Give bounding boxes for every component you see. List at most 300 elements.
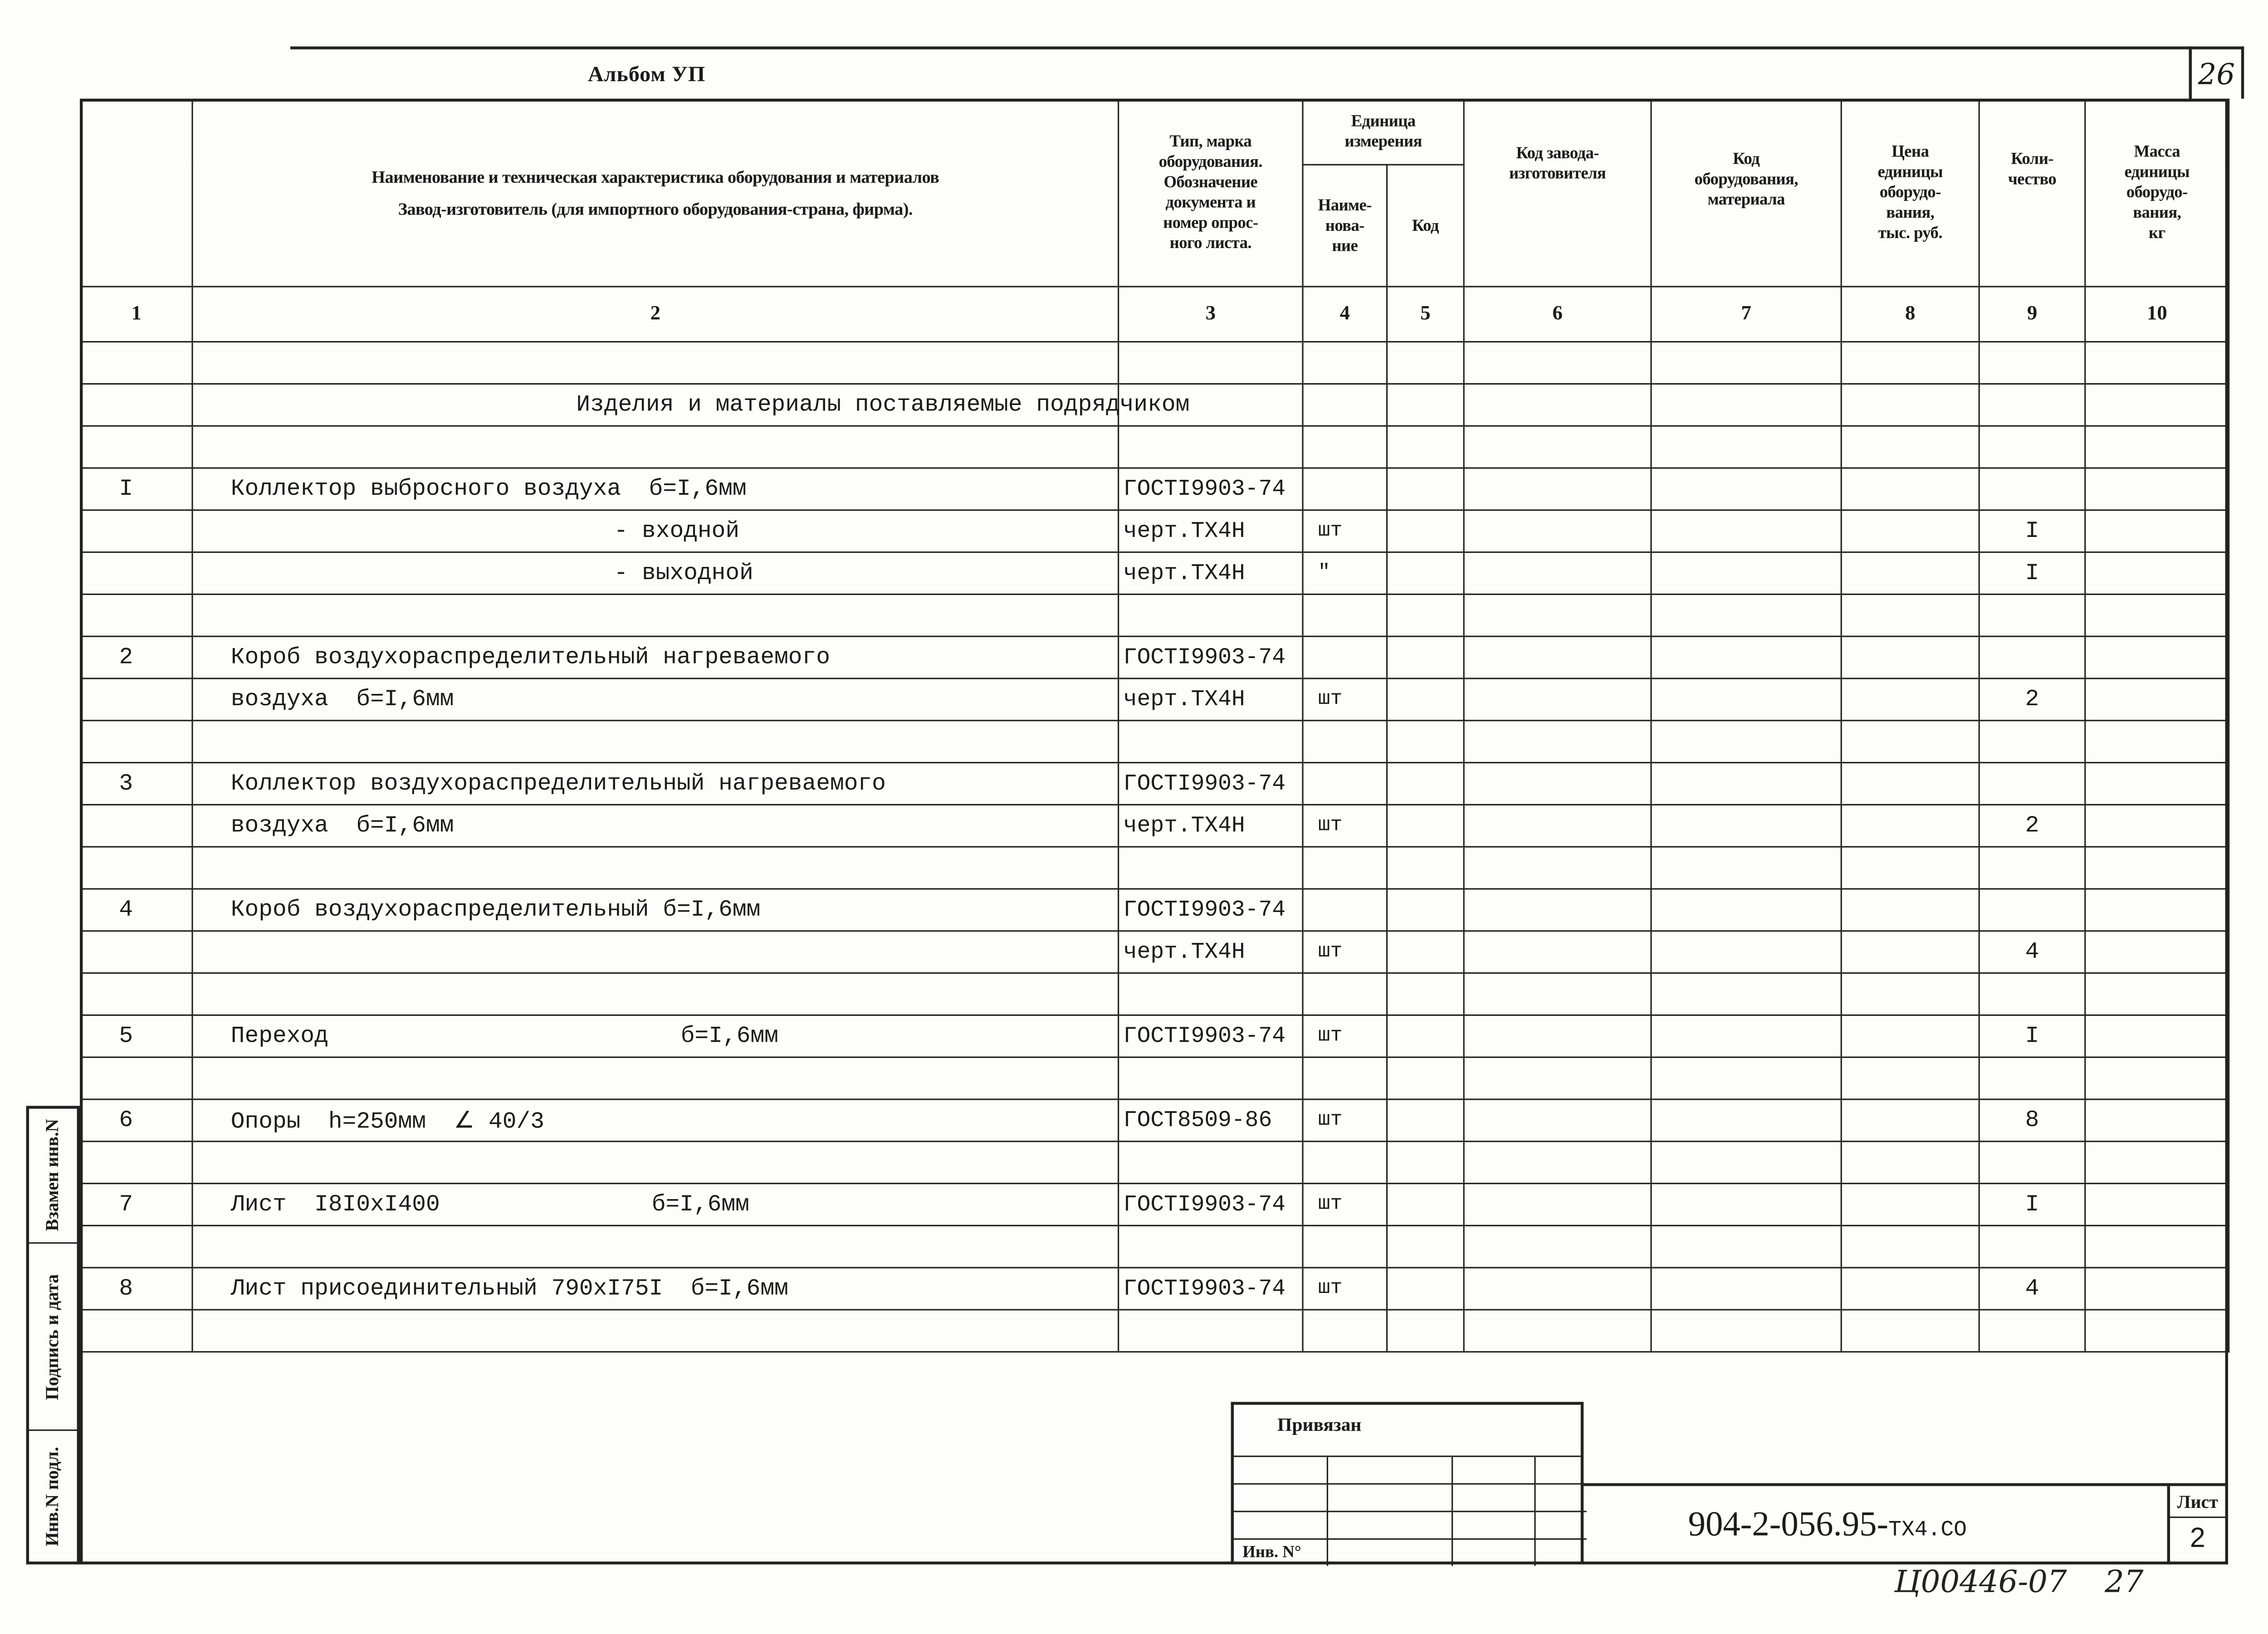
cell-price (1841, 384, 1979, 426)
cell-doc: черт.ТХ4Н (1119, 805, 1303, 847)
cell-mass (2085, 889, 2229, 931)
cell-price (1841, 805, 1979, 847)
cell-mass (2085, 1099, 2229, 1141)
cell-doc (1119, 342, 1303, 384)
cell-unit-code (1387, 1099, 1464, 1141)
stamp-cell (1327, 1457, 1452, 1484)
cell-qty: 4 (1979, 931, 2085, 973)
cell-unit-name: шт (1303, 931, 1387, 973)
header-type-mark (1119, 99, 1303, 287)
header-line: нова- (1325, 217, 1364, 234)
column-number: 2 (192, 287, 1119, 342)
header-line: Единица (1351, 113, 1416, 131)
cell-qty (1979, 1057, 2085, 1099)
side-label: Подпись и дата (42, 1273, 63, 1400)
cell-equipment-code (1651, 510, 1841, 552)
cell-mass (2085, 468, 2229, 510)
cell-num (81, 510, 192, 552)
cell-maker-code (1464, 1015, 1651, 1057)
cell-name (192, 552, 1119, 595)
cell-price (1841, 552, 1979, 595)
stamp-cell (1534, 1512, 1586, 1539)
document-code (1688, 1507, 1967, 1546)
cell-qty: 8 (1979, 1099, 2085, 1141)
cell-maker-code (1464, 763, 1651, 805)
cell-qty: 2 (1979, 805, 2085, 847)
cell-qty (1979, 426, 2085, 468)
cell-unit-code (1387, 1225, 1464, 1268)
cell-maker-code (1464, 678, 1651, 721)
cell-equipment-code (1651, 721, 1841, 763)
cell-price (1841, 1057, 1979, 1099)
cell-unit-code (1387, 763, 1464, 805)
cell-maker-code (1464, 847, 1651, 889)
header-line: Масса (2134, 143, 2180, 161)
cell-equipment-code (1651, 1184, 1841, 1226)
cell-unit-code (1387, 678, 1464, 721)
header-line: Наименование и техническая характеристика оборудования и материалов (371, 167, 939, 187)
header-line: ние (1332, 237, 1358, 255)
table-row (81, 1268, 2229, 1310)
item-name: - выходной (614, 560, 753, 586)
item-name: Лист I8I0xI400 (230, 1191, 440, 1218)
cell-name (192, 973, 1119, 1015)
cell-qty: I (1979, 510, 2085, 552)
cell-doc (1119, 426, 1303, 468)
table-row (81, 931, 2229, 973)
cell-maker-code (1464, 1225, 1651, 1268)
album-label: Альбом УП (588, 63, 706, 87)
cell-mass (2085, 721, 2229, 763)
cell-equipment-code (1651, 426, 1841, 468)
table-row (81, 384, 2229, 426)
header-line: Код (1733, 151, 1760, 169)
cell-doc (1119, 1225, 1303, 1268)
stamp-title: Привязан (1234, 1405, 1581, 1457)
top-rule (290, 46, 2192, 49)
cell-unit-name: шт (1303, 1184, 1387, 1226)
cell-price (1841, 468, 1979, 510)
cell-unit-name (1303, 1225, 1387, 1268)
cell-num (81, 931, 192, 973)
cell-num: 4 (81, 889, 192, 931)
cell-mass (2085, 1057, 2229, 1099)
cell-maker-code (1464, 552, 1651, 595)
cell-mass (2085, 1015, 2229, 1057)
cell-qty (1979, 1310, 2085, 1352)
document-code-main: 904-2-056.95- (1688, 1506, 1889, 1544)
header-unit-code (1387, 165, 1464, 287)
header-line: оборудо- (1879, 184, 1941, 202)
cell-num (81, 552, 192, 595)
item-thickness: б=I,6мм (680, 1023, 778, 1049)
cell-price (1841, 1015, 1979, 1057)
cell-unit-code (1387, 1015, 1464, 1057)
cell-name (192, 931, 1119, 973)
header-line: Наиме- (1318, 196, 1372, 214)
cell-doc (1119, 1141, 1303, 1184)
cell-mass (2085, 510, 2229, 552)
cell-num (81, 805, 192, 847)
cell-num (81, 847, 192, 889)
stamp-row (1234, 1512, 1587, 1539)
cell-num: 3 (81, 763, 192, 805)
cell-doc (1119, 721, 1303, 763)
cell-qty (1979, 847, 2085, 889)
table-row (81, 552, 2229, 595)
cell-unit-code (1387, 384, 1464, 426)
cell-name (192, 721, 1119, 763)
cell-unit-name (1303, 384, 1387, 426)
stamp-cell (1452, 1484, 1534, 1512)
cell-mass (2085, 1225, 2229, 1268)
cell-unit-name: шт (1303, 1268, 1387, 1310)
cell-num (81, 721, 192, 763)
column-number: 8 (1841, 287, 1979, 342)
cell-equipment-code (1651, 384, 1841, 426)
table-row (81, 594, 2229, 636)
cell-maker-code (1464, 805, 1651, 847)
side-cell-signature-date (29, 1244, 77, 1431)
cell-equipment-code (1651, 973, 1841, 1015)
header-line: ного листа. (1169, 235, 1251, 253)
cell-equipment-code (1651, 1141, 1841, 1184)
cell-name: Короб воздухораспределительный б=I,6мм (192, 889, 1119, 931)
cell-unit-code (1387, 342, 1464, 384)
cell-unit-name: шт (1303, 678, 1387, 721)
cell-price (1841, 1225, 1979, 1268)
cell-qty (1979, 721, 2085, 763)
cell-unit-code (1387, 847, 1464, 889)
column-number: 3 (1119, 287, 1303, 342)
corner-page-number: 26 (2189, 46, 2244, 98)
cell-qty (1979, 1141, 2085, 1184)
cell-unit-name: шт (1303, 805, 1387, 847)
cell-mass (2085, 1184, 2229, 1226)
cell-doc (1119, 594, 1303, 636)
cell-unit-name (1303, 636, 1387, 678)
cell-qty (1979, 763, 2085, 805)
cell-doc: черт.ТХ4Н (1119, 552, 1303, 595)
cell-mass (2085, 1310, 2229, 1352)
stamp-cell (1452, 1457, 1534, 1484)
cell-equipment-code (1651, 636, 1841, 678)
column-number: 5 (1387, 287, 1464, 342)
cell-qty: 4 (1979, 1268, 2085, 1310)
header-equipment-code (1651, 99, 1841, 287)
cell-unit-name (1303, 426, 1387, 468)
cell-qty (1979, 973, 2085, 1015)
item-name: - входной (614, 518, 740, 544)
cell-num: 6 (81, 1099, 192, 1141)
cell-name (192, 1141, 1119, 1184)
cell-price (1841, 889, 1979, 931)
cell-doc: ГОСТI9903-74 (1119, 763, 1303, 805)
table-row (81, 342, 2229, 384)
header-unit-name (1303, 165, 1387, 287)
cell-maker-code (1464, 1310, 1651, 1352)
side-stamp-strip (26, 1106, 80, 1564)
cell-num (81, 1141, 192, 1184)
cell-price (1841, 1184, 1979, 1226)
cell-unit-code (1387, 510, 1464, 552)
column-number: 10 (2085, 287, 2229, 342)
cell-qty (1979, 1225, 2085, 1268)
cell-price (1841, 973, 1979, 1015)
stamp-row (1234, 1539, 1587, 1566)
cell-unit-name (1303, 973, 1387, 1015)
cell-name (192, 342, 1119, 384)
cell-num: 5 (81, 1015, 192, 1057)
sheet-number: 2 (2190, 1524, 2205, 1555)
stamp-grid (1234, 1457, 1587, 1566)
cell-mass (2085, 384, 2229, 426)
cell-equipment-code (1651, 889, 1841, 931)
stamp-cell (1327, 1484, 1452, 1512)
cell-maker-code (1464, 468, 1651, 510)
table-row (81, 636, 2229, 678)
cell-num (81, 342, 192, 384)
cell-maker-code (1464, 973, 1651, 1015)
cell-name (192, 510, 1119, 552)
cell-mass (2085, 1141, 2229, 1184)
header-line: оборудования. (1158, 154, 1262, 171)
cell-doc: ГОСТI9903-74 (1119, 889, 1303, 931)
header-line: Цена (1892, 143, 1929, 161)
cell-unit-code (1387, 1184, 1464, 1226)
header-line: Коли- (2011, 151, 2053, 169)
side-label: Взамен инв.N (42, 1119, 63, 1232)
cell-unit-name (1303, 468, 1387, 510)
table-row (81, 805, 2229, 847)
cell-name (192, 1184, 1119, 1226)
cell-unit-code (1387, 973, 1464, 1015)
header-line: измерения (1344, 133, 1422, 151)
header-line: оборудования, (1694, 171, 1798, 189)
cell-price (1841, 678, 1979, 721)
cell-price (1841, 636, 1979, 678)
cell-doc: черт.ТХ4Н (1119, 678, 1303, 721)
cell-maker-code (1464, 721, 1651, 763)
cell-mass (2085, 931, 2229, 973)
cell-doc (1119, 1057, 1303, 1099)
cell-equipment-code (1651, 1225, 1841, 1268)
cell-equipment-code (1651, 763, 1841, 805)
table-row (81, 889, 2229, 931)
header-line: материала (1707, 191, 1785, 209)
cell-maker-code (1464, 510, 1651, 552)
cell-mass (2085, 426, 2229, 468)
header-quantity (1979, 99, 2085, 287)
cell-maker-code (1464, 594, 1651, 636)
cell-unit-name (1303, 594, 1387, 636)
header-mass (2085, 99, 2229, 287)
column-number-row (81, 287, 2229, 342)
cell-qty (1979, 594, 2085, 636)
header-line: единицы (2124, 164, 2190, 181)
cell-unit-code (1387, 931, 1464, 973)
section-heading: Изделия и материалы поставляемые подрядчиком (576, 392, 1190, 418)
cell-doc (1119, 1310, 1303, 1352)
cell-price (1841, 1310, 1979, 1352)
cell-equipment-code (1651, 1268, 1841, 1310)
side-label: Инв.N подл. (42, 1446, 63, 1546)
cell-doc: ГОСТ8509-86 (1119, 1099, 1303, 1141)
cell-name (192, 1015, 1119, 1057)
cell-equipment-code (1651, 1310, 1841, 1352)
cell-name: Опоры h=250мм ∠ 40/3 (192, 1099, 1119, 1141)
cell-price (1841, 342, 1979, 384)
side-cell-replaced-inv (29, 1109, 77, 1244)
header-row (81, 99, 2229, 165)
cell-name (192, 847, 1119, 889)
header-line: изготовителя (1509, 165, 1606, 183)
specification-table (80, 99, 2229, 1353)
cell-unit-code (1387, 1268, 1464, 1310)
cell-maker-code (1464, 1099, 1651, 1141)
title-block (1584, 1483, 2225, 1564)
cell-mass (2085, 805, 2229, 847)
cell-mass (2085, 973, 2229, 1015)
cell-equipment-code (1651, 552, 1841, 595)
cell-num: I (81, 468, 192, 510)
header-unit-group (1303, 99, 1464, 165)
cell-mass (2085, 342, 2229, 384)
item-thickness: б=I,6мм (651, 1191, 749, 1218)
cell-num (81, 973, 192, 1015)
column-number: 1 (81, 287, 192, 342)
table-row (81, 1099, 2229, 1141)
cell-qty: I (1979, 552, 2085, 595)
cell-doc: ГОСТI9903-74 (1119, 1015, 1303, 1057)
cell-name: Коллектор воздухораспределительный нагреваемого (192, 763, 1119, 805)
cell-price (1841, 510, 1979, 552)
table-row (81, 1225, 2229, 1268)
cell-unit-name (1303, 721, 1387, 763)
document-code-suffix: ТХ4.СО (1888, 1518, 1967, 1543)
cell-name: Лист присоединительный 790xI75I б=I,6мм (192, 1268, 1119, 1310)
column-number: 4 (1303, 287, 1387, 342)
stamp-cell (1534, 1484, 1586, 1512)
header-line: документа и (1165, 194, 1256, 212)
cell-name: Короб воздухораспределительный нагреваемого (192, 636, 1119, 678)
table-row (81, 426, 2229, 468)
cell-num: 8 (81, 1268, 192, 1310)
cell-num (81, 1225, 192, 1268)
side-cell-original-inv (29, 1431, 77, 1561)
cell-maker-code (1464, 636, 1651, 678)
table-row (81, 763, 2229, 805)
cell-doc: ГОСТI9903-74 (1119, 468, 1303, 510)
cell-equipment-code (1651, 931, 1841, 973)
cell-qty (1979, 384, 2085, 426)
cell-maker-code (1464, 1268, 1651, 1310)
cell-doc: ГОСТI9903-74 (1119, 1184, 1303, 1226)
cell-maker-code (1464, 426, 1651, 468)
table-row (81, 1057, 2229, 1099)
cell-maker-code (1464, 1057, 1651, 1099)
handwritten-archive-code: Ц00446-07 (1894, 1564, 2067, 1600)
header-line: Обозначение (1163, 174, 1258, 192)
cell-doc: ГОСТI9903-74 (1119, 636, 1303, 678)
cell-price (1841, 594, 1979, 636)
cell-name (192, 1057, 1119, 1099)
table-row (81, 973, 2229, 1015)
stamp-cell (1234, 1457, 1327, 1484)
cell-equipment-code (1651, 342, 1841, 384)
header-line: тыс. руб. (1878, 225, 1942, 243)
column-number: 9 (1979, 287, 2085, 342)
table-row (81, 1310, 2229, 1352)
cell-unit-code (1387, 594, 1464, 636)
cell-mass (2085, 847, 2229, 889)
cell-qty: I (1979, 1184, 2085, 1226)
cell-unit-name (1303, 847, 1387, 889)
stamp-cell (1534, 1539, 1586, 1566)
cell-name: воздуха б=I,6мм (192, 678, 1119, 721)
table-row (81, 678, 2229, 721)
cell-equipment-code (1651, 1057, 1841, 1099)
sheet-label: Лист (2170, 1486, 2225, 1518)
column-number: 6 (1464, 287, 1651, 342)
stamp-cell (1234, 1484, 1327, 1512)
header-line: единицы (1877, 164, 1943, 181)
stamp-row (1234, 1457, 1587, 1484)
stamp-cell (1534, 1457, 1586, 1484)
header-price (1841, 99, 1979, 287)
item-name: Переход (230, 1023, 328, 1049)
cell-doc (1119, 973, 1303, 1015)
header-line: оборудо- (2126, 184, 2188, 202)
cell-unit-name (1303, 889, 1387, 931)
cell-equipment-code (1651, 468, 1841, 510)
handwritten-page-number: 27 (2105, 1564, 2144, 1600)
header-maker-code (1464, 99, 1651, 287)
header-line: кг (2148, 225, 2165, 243)
stamp-row (1234, 1484, 1587, 1512)
cell-price (1841, 1141, 1979, 1184)
cell-equipment-code (1651, 847, 1841, 889)
cell-unit-name (1303, 342, 1387, 384)
stamp-cell (1452, 1512, 1534, 1539)
cell-doc (1119, 847, 1303, 889)
header-line: Код (1412, 217, 1439, 234)
cell-price (1841, 847, 1979, 889)
cell-equipment-code (1651, 805, 1841, 847)
cell-name (192, 594, 1119, 636)
cell-unit-code (1387, 805, 1464, 847)
table-row (81, 1141, 2229, 1184)
cell-num (81, 384, 192, 426)
cell-unit-name (1303, 763, 1387, 805)
cell-unit-name: шт (1303, 1099, 1387, 1141)
stamp-cell (1327, 1539, 1452, 1566)
cell-unit-name (1303, 1310, 1387, 1352)
cell-qty: 2 (1979, 678, 2085, 721)
cell-unit-name: шт (1303, 510, 1387, 552)
cell-num (81, 426, 192, 468)
cell-unit-name (1303, 1057, 1387, 1099)
table-row (81, 1184, 2229, 1226)
cell-mass (2085, 594, 2229, 636)
cell-name (192, 1225, 1119, 1268)
cell-qty (1979, 342, 2085, 384)
cell-unit-name: " (1303, 552, 1387, 595)
cell-equipment-code (1651, 1015, 1841, 1057)
cell-maker-code (1464, 384, 1651, 426)
stamp-cell (1452, 1539, 1534, 1566)
header-line: Завод-изготовитель (для импортного оборудования-страна, фирма). (398, 199, 913, 219)
